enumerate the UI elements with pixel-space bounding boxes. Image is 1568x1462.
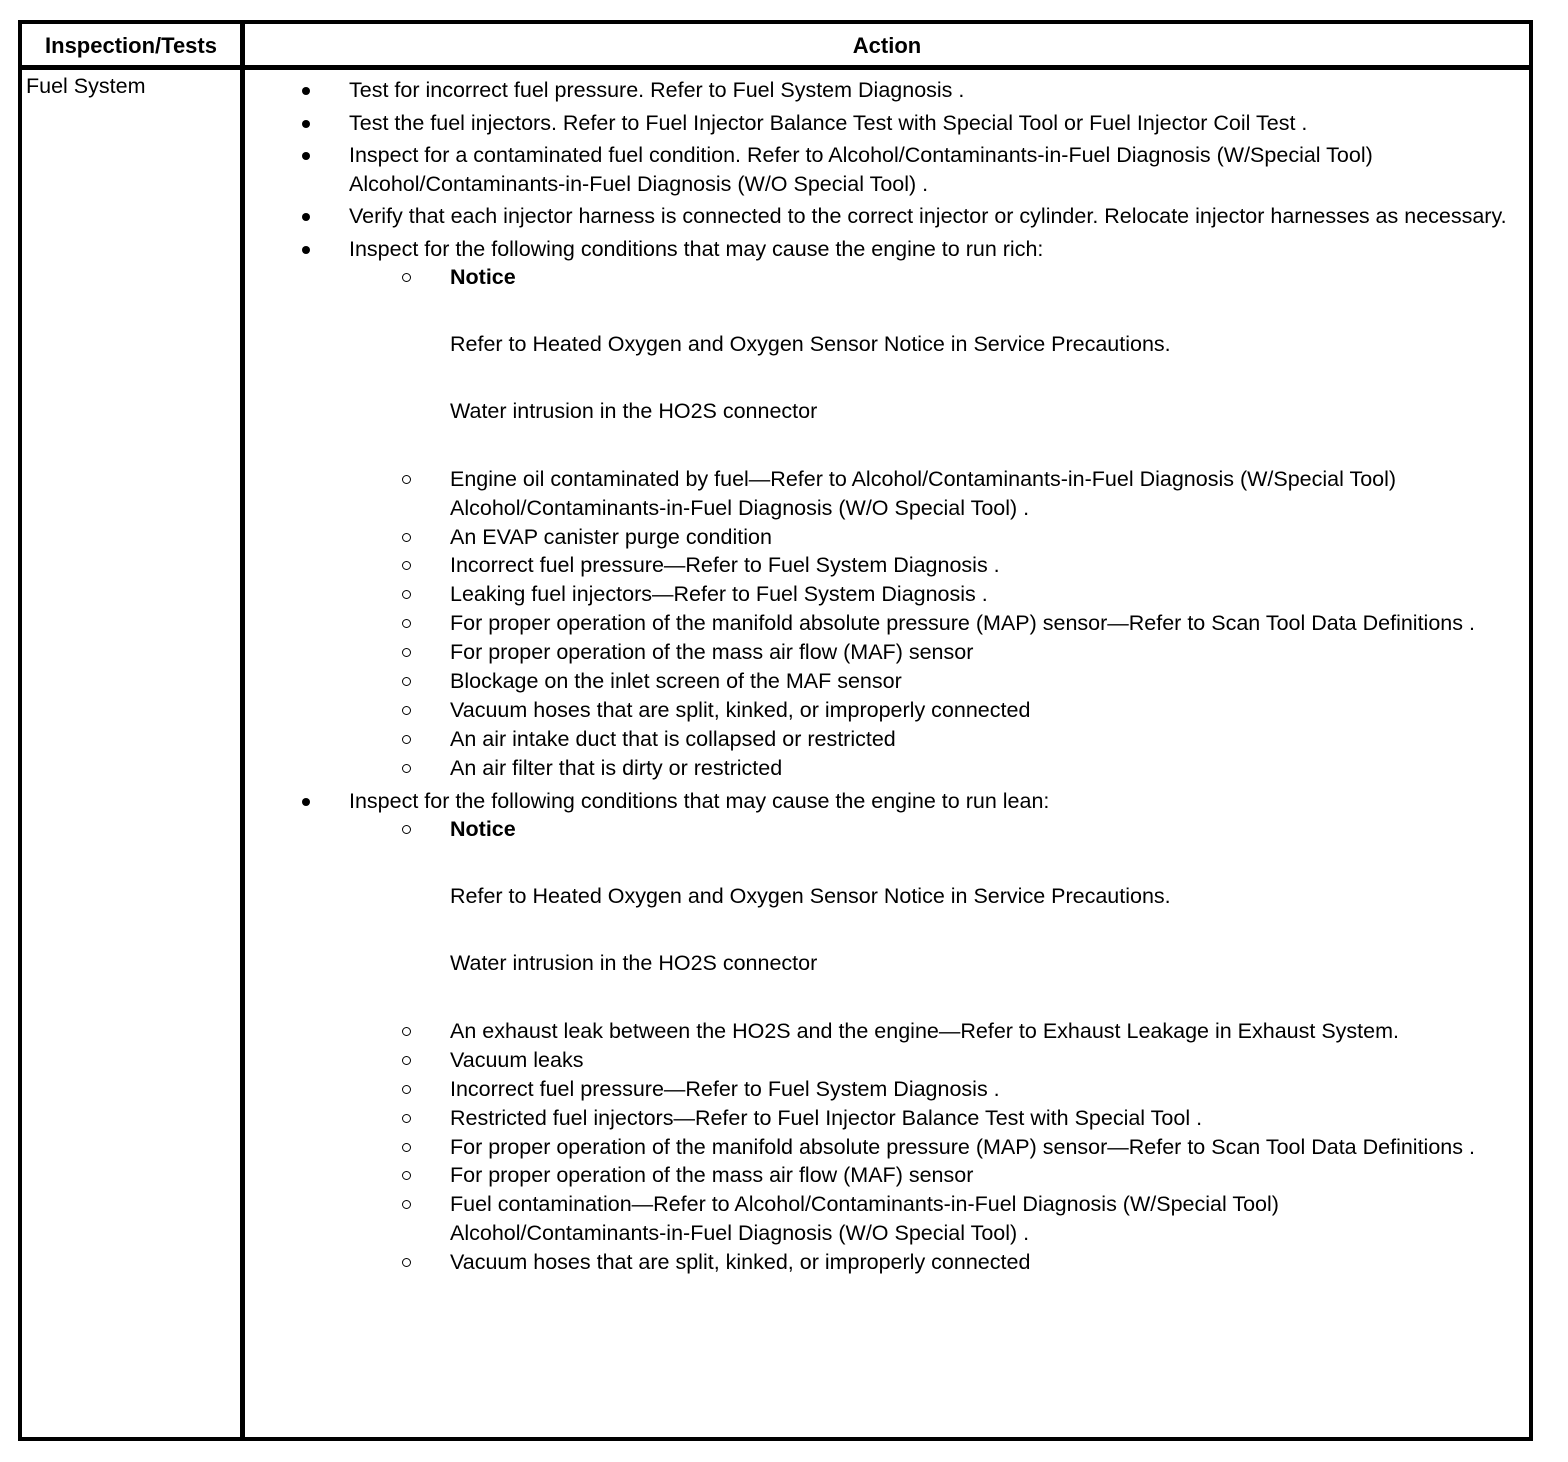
bullet-icon [302,246,310,254]
bullet-icon [302,120,310,128]
bullet-icon [302,213,310,221]
circle-bullet-icon [402,1258,411,1267]
inspection-cell: Fuel System [26,74,146,98]
condition-item: For proper operation of the mass air flow (MAF) sensor [245,1161,1509,1190]
action-item-text: Inspect for the following conditions that may cause the engine to run rich: [349,236,1044,261]
action-item [245,141,1529,198]
bullet-icon [302,798,310,806]
table-header-row [22,24,1529,70]
circle-bullet-icon [402,1027,411,1036]
condition-item: Vacuum hoses that are split, kinked, or improperly connected [245,1248,1509,1277]
lean-conditions-list [245,815,1509,1277]
circle-bullet-icon [402,475,411,484]
action-item-run-rich [245,235,1529,783]
circle-bullet-icon [402,273,411,282]
circle-bullet-icon [402,561,411,570]
action-cell [245,76,1529,1281]
action-item-text: Test the fuel injectors. Refer to Fuel Injector Balance Test with Special Tool or Fuel Injector Coil Test . [349,110,1308,135]
column-header-inspection-tests: Inspection/Tests [45,33,217,58]
condition-item: Engine oil contaminated by fuel—Refer to Alcohol/Contaminants-in-Fuel Diagnosis (W/Special Tool) Alcohol/Contaminants-in-Fuel Diagnosis (W/O Special Tool) . [245,465,1509,523]
action-item-text: Test for incorrect fuel pressure. Refer to Fuel System Diagnosis . [349,78,965,102]
condition-item: For proper operation of the manifold absolute pressure (MAP) sensor—Refer to Scan Tool Data Definitions . [245,609,1509,638]
circle-bullet-icon [402,1085,411,1094]
condition-item: An exhaust leak between the HO2S and the engine—Refer to Exhaust Leakage in Exhaust System. [245,1017,1509,1046]
rich-conditions-list [245,263,1509,783]
condition-item: Incorrect fuel pressure—Refer to Fuel System Diagnosis . [245,551,1509,580]
notice-paragraph: Refer to Heated Oxygen and Oxygen Sensor Notice in Service Precautions. [450,331,1171,356]
column-header-action: Action [852,33,922,58]
circle-bullet-icon [402,735,411,744]
circle-bullet-icon [402,1056,411,1065]
condition-item: Vacuum leaks [245,1046,1509,1075]
action-item-text: Inspect for the following conditions that may cause the engine to run lean: [349,788,1050,813]
action-item-text: Inspect for a contaminated fuel condition. Refer to Alcohol/Contaminants-in-Fuel Diagnosis (W/Special Tool) Alcohol/Contaminants-in-Fuel Diagnosis (W/O Special Tool) . [349,143,1373,196]
condition-item: For proper operation of the manifold absolute pressure (MAP) sensor—Refer to Scan Tool Data Definitions . [245,1133,1509,1162]
condition-item: Vacuum hoses that are split, kinked, or improperly connected [245,696,1509,725]
action-item-run-lean [245,787,1529,1277]
circle-bullet-icon [402,590,411,599]
notice-paragraph: Refer to Heated Oxygen and Oxygen Sensor Notice in Service Precautions. [450,884,1171,909]
notice-detail: Water intrusion in the HO2S connector [450,398,818,423]
action-list [245,76,1529,1277]
condition-item: Restricted fuel injectors—Refer to Fuel Injector Balance Test with Special Tool . [245,1104,1509,1133]
notice-item [245,815,1509,978]
notice-title: Notice [450,265,516,289]
action-item [245,202,1529,231]
condition-item: Leaking fuel injectors—Refer to Fuel System Diagnosis . [245,580,1509,609]
notice-title: Notice [450,817,516,842]
bullet-icon [302,87,310,95]
circle-bullet-icon [402,648,411,657]
circle-bullet-icon [402,1143,411,1152]
circle-bullet-icon [402,619,411,628]
circle-bullet-icon [402,706,411,715]
circle-bullet-icon [402,1200,411,1209]
circle-bullet-icon [402,677,411,686]
circle-bullet-icon [402,1171,411,1180]
action-item [245,76,1529,105]
condition-item: For proper operation of the mass air flow (MAF) sensor [245,638,1509,667]
diagnostic-table [18,20,1533,1441]
action-item-text: Verify that each injector harness is connected to the correct injector or cylinder. Relocate injector harnesses as necessary. [349,204,1507,228]
condition-item: Incorrect fuel pressure—Refer to Fuel System Diagnosis . [245,1075,1509,1104]
bullet-icon [302,152,310,160]
condition-item: An EVAP canister purge condition [245,523,1509,552]
notice-item [245,263,1509,426]
condition-item: Fuel contamination—Refer to Alcohol/Contaminants-in-Fuel Diagnosis (W/Special Tool) Alcohol/Contaminants-in-Fuel Diagnosis (W/O Special Tool) . [245,1190,1509,1248]
circle-bullet-icon [402,533,411,542]
action-item [245,109,1529,138]
notice-detail: Water intrusion in the HO2S connector [450,951,818,975]
circle-bullet-icon [402,1114,411,1123]
condition-item: Blockage on the inlet screen of the MAF sensor [245,667,1509,696]
condition-item: An air filter that is dirty or restricted [245,754,1509,783]
circle-bullet-icon [402,764,411,773]
circle-bullet-icon [402,825,411,834]
condition-item: An air intake duct that is collapsed or restricted [245,725,1509,754]
